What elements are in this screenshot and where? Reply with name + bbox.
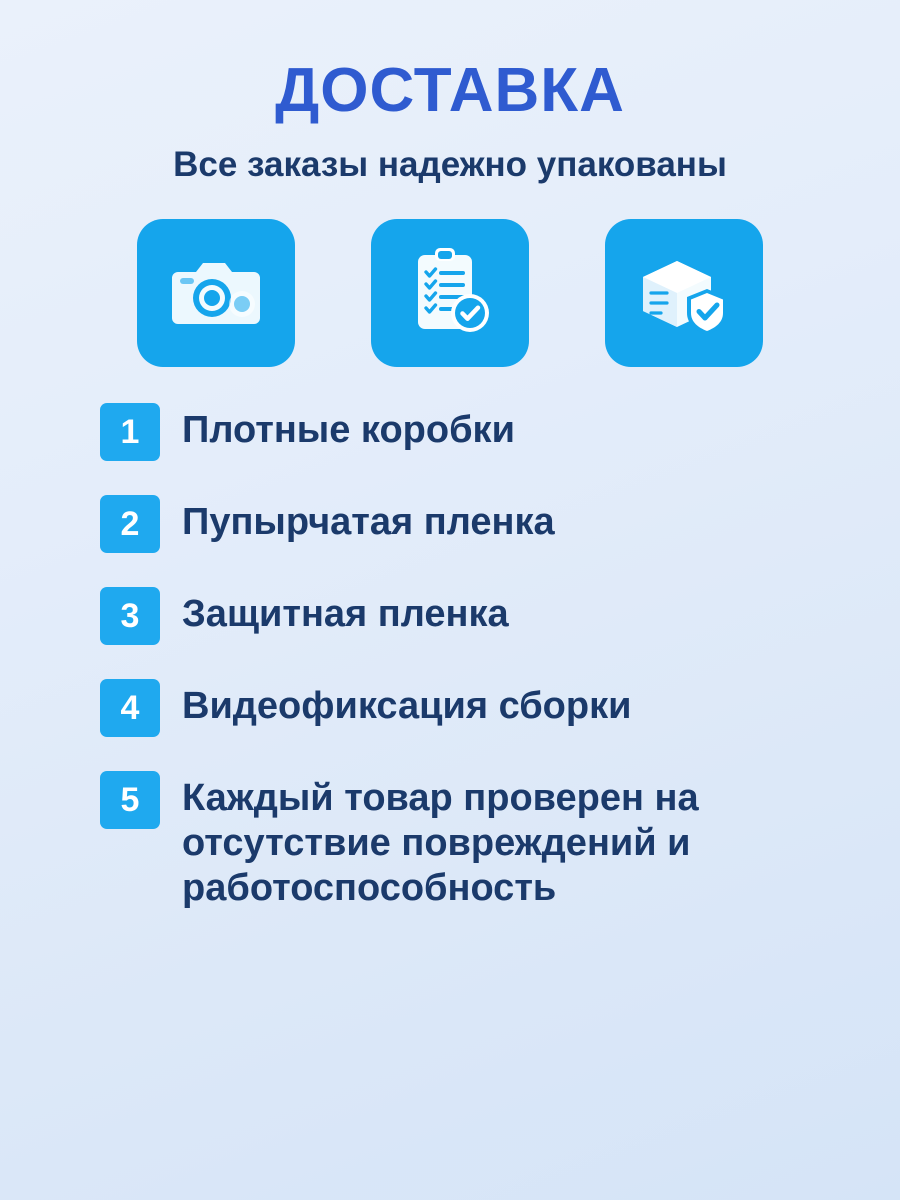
step-label: Плотные коробки xyxy=(182,409,515,452)
icon-tile-clipboard xyxy=(371,219,529,367)
list-item xyxy=(100,495,900,553)
list-item xyxy=(100,587,900,645)
step-number-badge: 1 xyxy=(100,403,160,461)
step-label: Защитная пленка xyxy=(182,593,509,636)
step-number-badge: 3 xyxy=(100,587,160,645)
step-number-badge: 5 xyxy=(100,771,160,829)
steps-list xyxy=(0,403,900,910)
list-item xyxy=(100,403,900,461)
clipboard-check-icon xyxy=(408,245,492,341)
step-label: Пупырчатая пленка xyxy=(182,501,555,544)
step-label: Каждый товар проверен на отсутствие повреждений и работоспособность xyxy=(182,777,699,909)
step-number-badge: 4 xyxy=(100,679,160,737)
page-subtitle: Все заказы надежно упакованы xyxy=(173,145,727,185)
list-item xyxy=(100,771,900,910)
icon-tile-camera xyxy=(137,219,295,367)
camera-icon xyxy=(168,254,264,332)
icon-row xyxy=(137,219,763,367)
box-shield-icon xyxy=(635,249,733,337)
step-label: Видеофиксация сборки xyxy=(182,685,632,728)
page-title: ДОСТАВКА xyxy=(275,56,625,125)
step-number-badge: 2 xyxy=(100,495,160,553)
list-item xyxy=(100,679,900,737)
icon-tile-box-shield xyxy=(605,219,763,367)
